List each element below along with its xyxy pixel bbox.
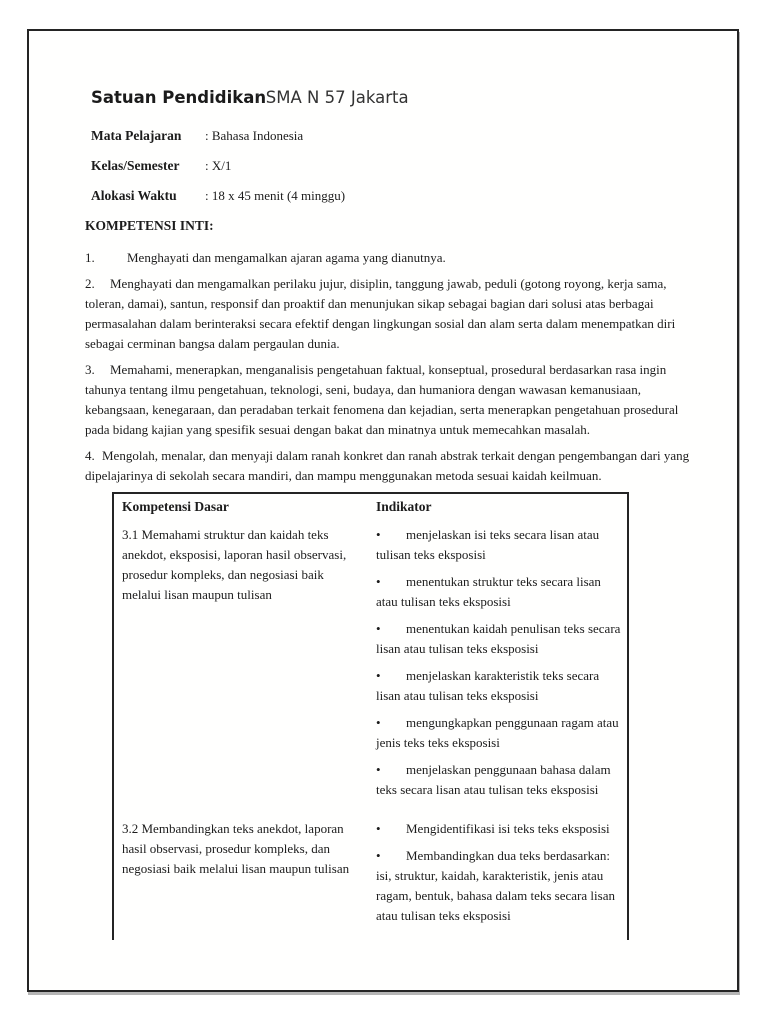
document-page [27, 29, 739, 992]
ki-number: 4. [85, 448, 95, 463]
kompetensi-dasar-table [112, 492, 629, 940]
meta-value: : X/1 [205, 158, 232, 173]
indicator-item: • Mengidentifikasi isi teks teks eksposisi [376, 819, 624, 839]
indicator-item: • mengungkapkan penggunaan ragam atau jenis teks teks eksposisi [376, 713, 624, 753]
meta-row-alokasi-waktu [91, 188, 699, 204]
kompetensi-dasar-text: 3.1 Memahami struktur dan kaidah teks anekdot, eksposisi, laporan hasil observasi, prosedur kompleks, dan negosiasi baik melalui lisan maupun tulisan [122, 527, 347, 602]
school-value: : SMA N 57 Jakarta [255, 88, 409, 107]
kompetensi-dasar-cell [114, 819, 376, 933]
indikator-cell [376, 819, 627, 933]
kompetensi-inti-list [85, 248, 699, 486]
indicator-item: • Membandingkan dua teks berdasarkan: isi, struktur, kaidah, karakteristik, jenis atau ragam, bentuk, bahasa dalam teks secara lisan atau tulisan teks eksposisi [376, 846, 624, 926]
meta-row-kelas-semester [91, 158, 699, 174]
table-row-3-1 [114, 525, 627, 807]
ki-text: Menghayati dan mengamalkan ajaran agama yang dianutnya. [127, 250, 446, 265]
table-row-3-2 [114, 819, 627, 933]
school-row [91, 87, 699, 108]
page-content [29, 31, 737, 990]
ki-number: 3. [85, 362, 95, 377]
indikator-cell [376, 525, 627, 807]
ki-number: 2. [85, 276, 95, 291]
ki-text: Memahami, menerapkan, menganalisis pengetahuan faktual, konseptual, prosedural berdasarkan rasa ingin tahunya tentang ilmu pengetahuan, teknologi, seni, budaya, dan humaniora dengan wawasan kemanusiaan, kebangsaan, kenegaraan, dan peradaban terkait fenomena dan kejadian, serta menerapkan pengetahuan prosedural pada bidang kajian yang spesifik sesuai dengan bakat dan minatnya untuk memecahkan masalah. [85, 362, 679, 437]
table-header-indikator: Indikator [376, 499, 432, 514]
indicator-item: • menjelaskan karakteristik teks secara lisan atau tulisan teks eksposisi [376, 666, 624, 706]
ki-paragraph-1 [85, 248, 699, 268]
meta-value: : 18 x 45 menit (4 minggu) [205, 188, 346, 203]
meta-value: : Bahasa Indonesia [205, 128, 304, 143]
meta-row-mata-pelajaran [91, 128, 699, 144]
meta-label: Mata Pelajaran [91, 128, 182, 143]
table-header-row [114, 494, 627, 515]
school-label: Satuan Pendidikan [91, 88, 267, 107]
ki-paragraph-4 [85, 446, 699, 486]
section-title-kompetensi-inti: KOMPETENSI INTI: [85, 218, 214, 233]
ki-text: Menghayati dan mengamalkan perilaku jujur, disiplin, tanggung jawab, peduli (gotong royong, kerja sama, toleran, damai), santun, responsif dan proaktif dan menunjukan sikap sebagai bagian dari solusi atas berbagai permasalahan dalam berinteraksi secara efektif dengan lingkungan sosial dan alam serta dalam menempatkan diri sebagai cerminan bangsa dalam pergaulan dunia. [85, 276, 676, 351]
ki-number: 1. [85, 250, 95, 265]
ki-paragraph-3 [85, 360, 699, 440]
table-header-kompetensi-dasar: Kompetensi Dasar [122, 499, 229, 514]
indicator-item: • menentukan struktur teks secara lisan atau tulisan teks eksposisi [376, 572, 624, 612]
kompetensi-dasar-cell [114, 525, 376, 807]
indicator-item: • menjelaskan penggunaan bahasa dalam teks secara lisan atau tulisan teks eksposisi [376, 760, 624, 800]
kompetensi-dasar-text: 3.2 Membandingkan teks anekdot, laporan hasil observasi, prosedur kompleks, dan negosiasi baik melalui lisan maupun tulisan [122, 821, 350, 876]
ki-text: Mengolah, menalar, dan menyaji dalam ranah konkret dan ranah abstrak terkait dengan pengembangan dari yang dipelajarinya di sekolah secara mandiri, dan mampu menggunakan metoda sesuai kaidah keilmuan. [85, 448, 690, 483]
meta-label: Alokasi Waktu [91, 188, 177, 203]
ki-paragraph-2 [85, 274, 699, 354]
indicator-item: • menjelaskan isi teks secara lisan atau tulisan teks eksposisi [376, 525, 624, 565]
indicator-item: • menentukan kaidah penulisan teks secara lisan atau tulisan teks eksposisi [376, 619, 624, 659]
meta-label: Kelas/Semester [91, 158, 180, 173]
